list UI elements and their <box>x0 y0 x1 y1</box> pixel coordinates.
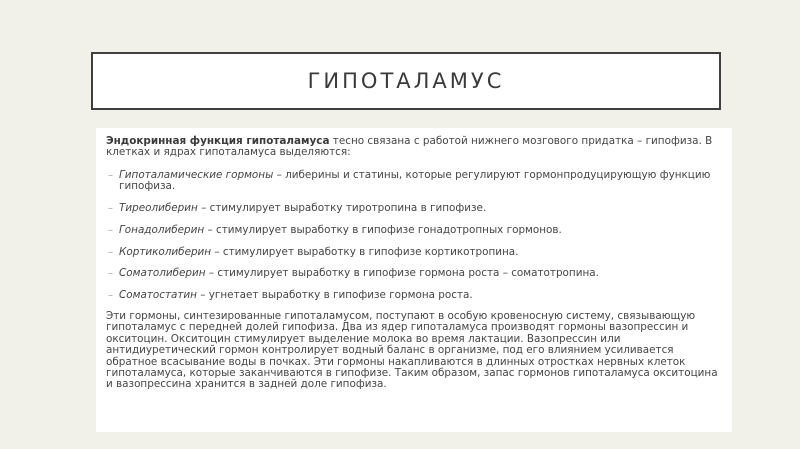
hormone-term: Гипоталамические гормоны <box>119 168 274 181</box>
hormone-term: Соматолиберин <box>119 267 206 280</box>
bullet-dash: – <box>108 268 113 280</box>
hormone-desc: – стимулирует выработку в гипофизе гормона роста – соматотропина. <box>205 267 599 280</box>
hormone-term: Гонадолиберин <box>119 223 205 236</box>
bullet-dash: – <box>108 246 113 258</box>
bullet-dash: – <box>108 224 113 236</box>
intro-bold: Эндокринная функция гипоталамуса <box>106 135 330 147</box>
title-box <box>91 52 721 110</box>
bullet-dash: – <box>108 290 113 302</box>
list-item <box>106 170 722 193</box>
intro-paragraph <box>106 136 722 159</box>
bullet-dash: – <box>108 169 113 181</box>
hormone-desc: – угнетает выработку в гипофизе гормона роста. <box>196 289 473 302</box>
hormone-term: Соматостатин <box>119 289 197 302</box>
content-box <box>96 128 732 432</box>
hormone-desc: – стимулирует выработку тиротропина в гипофизе. <box>197 202 487 215</box>
list-item <box>106 225 722 236</box>
hormone-desc: – стимулирует выработку в гипофизе кортикотропина. <box>211 245 519 258</box>
hormone-desc: – либерины и статины, которые регулируют гормонпродуцирующую функцию гипофиза. <box>119 168 711 193</box>
bullet-dash: – <box>108 203 113 215</box>
hormone-term: Кортиколиберин <box>119 245 212 258</box>
list-item <box>106 247 722 258</box>
intro-text: тесно связана с работой нижнего мозгового придатка – гипофиза. В клетках и ядрах гипоталамуса выделяются: <box>106 135 713 159</box>
list-item <box>106 290 722 301</box>
list-item <box>106 203 722 214</box>
list-item <box>106 268 722 279</box>
hormone-list <box>106 170 722 302</box>
hormone-desc: – стимулирует выработку в гипофизе гонадотропных гормонов. <box>204 223 562 236</box>
slide-title: ГИПОТАЛАМУС <box>307 69 505 93</box>
closing-paragraph: Эти гормоны, синтезированные гипоталамусом, поступают в особую кровеносную систему, связывающую гипоталамус с передней долей гипофиза. Два из ядер гипоталамуса производят гормоны вазопрессин и окситоцин. Окситоцин стимулирует выделение молока во время лактации. Вазопрессин или антидиуретический гормон контролирует водный баланс в организме, под его влиянием усиливается обратное всасывание воды в почках. Эти гормоны накапливаются в длинных отростках нервных клеток гипоталамуса, которые заканчиваются в гипофизе. Таким образом, запас гормонов гипоталамуса окситоцина и вазопрессина хранится в задней доле гипофиза. <box>106 310 718 391</box>
hormone-term: Тиреолиберин <box>119 202 198 215</box>
